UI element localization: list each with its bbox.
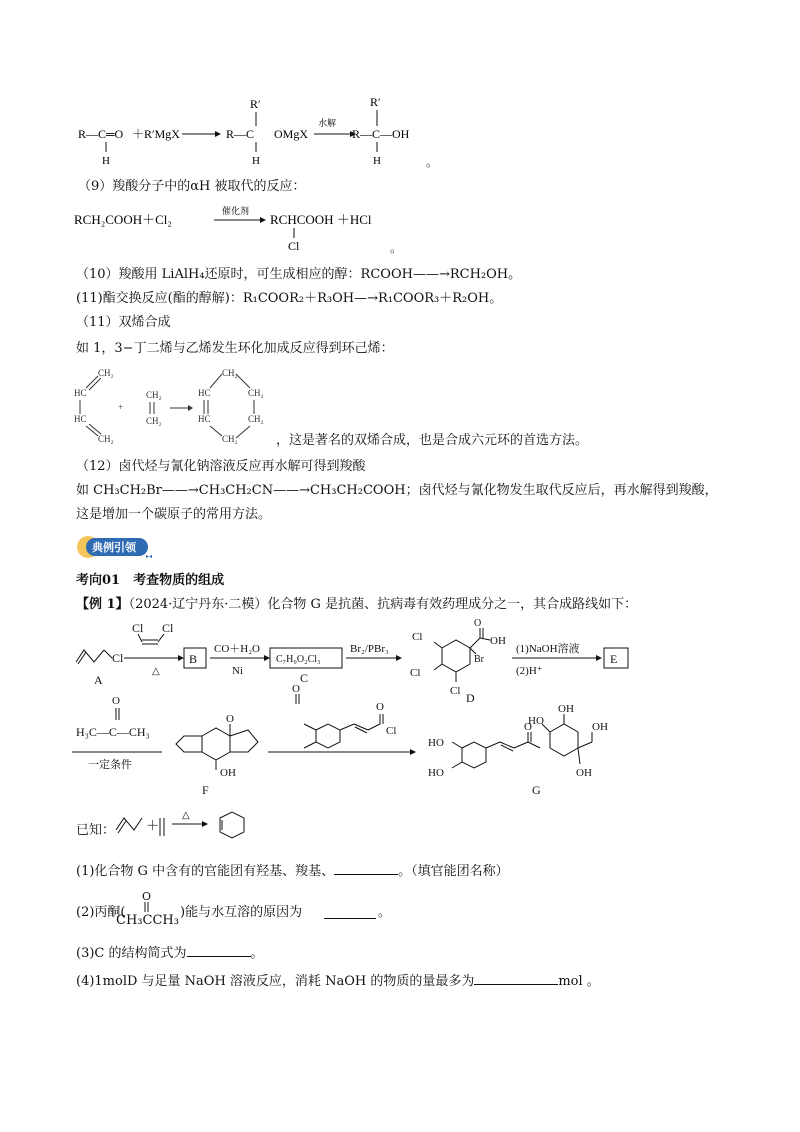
g-ho1: HO — [428, 737, 444, 749]
acetone-formula: H₃C—C—CH₃ — [76, 725, 150, 739]
synthesis-route-row2 — [72, 683, 692, 802]
diene-tail: ，这是著名的双烯合成，也是合成六元环的首选方法。 — [276, 433, 589, 448]
label-c: C — [300, 671, 309, 685]
item9-reaction — [72, 200, 412, 260]
co-h2o: CO＋H₂O — [214, 643, 261, 655]
example-badge — [76, 534, 160, 560]
svg-text:水解: 水解 — [318, 118, 337, 128]
svg-text:CH₂: CH₂ — [146, 416, 162, 426]
item9-cond: 催化剂 — [222, 206, 250, 216]
d-oh: OH — [490, 635, 506, 647]
label-g: G — [532, 783, 541, 797]
svg-text:H: H — [252, 155, 260, 167]
svg-text:═O: ═O — [106, 127, 124, 141]
q2-o: O — [142, 890, 152, 903]
svg-text:CH₂: CH₂ — [248, 388, 264, 398]
q2-text-c: 。 — [378, 905, 392, 920]
badge-label: 典例引领 — [92, 542, 136, 554]
a-cl: Cl — [112, 651, 124, 665]
item11c: 如 1，3−丁二烯与乙烯发生环化加成反应得到环己烯： — [76, 341, 394, 356]
item9-end: 。 — [390, 241, 403, 255]
reagent-cl2: Cl — [162, 621, 174, 635]
svg-text:R—C: R—C — [78, 127, 107, 141]
question-3 — [76, 944, 264, 963]
item9-title: （9）羧酸分子中的αH 被取代的反应： — [78, 179, 306, 194]
svg-text:R—C—OH: R—C—OH — [352, 127, 410, 141]
label-f: F — [202, 783, 209, 797]
delta-1: △ — [152, 666, 160, 677]
d-cl1: Cl — [412, 631, 423, 643]
d-cl3: Cl — [450, 685, 461, 697]
known-label: 已知： — [76, 823, 116, 838]
svg-text:HC: HC — [74, 414, 87, 424]
svg-text:△: △ — [182, 810, 190, 821]
item9-right: RCHCOOH ＋HCl — [270, 212, 372, 227]
svg-text:R′: R′ — [370, 95, 381, 109]
grignard-reaction-scheme — [70, 90, 450, 170]
reagent-o2: O — [376, 701, 384, 713]
g-o: O — [524, 721, 532, 733]
q2-double-bond — [142, 902, 152, 912]
g-ho3: HO — [528, 715, 544, 727]
q3-text-b: 。 — [250, 946, 264, 961]
item11a: (11)酯交换反应(酯的醇解)：R₁COOR₂＋R₃OH—→R₁COOR₃＋R₂OH。 — [76, 291, 503, 306]
example-line — [76, 596, 637, 614]
label-d: D — [466, 691, 475, 705]
d-cl2: Cl — [410, 667, 421, 679]
svg-text:CH₂: CH₂ — [98, 434, 114, 444]
svg-text:HC: HC — [198, 388, 211, 398]
svg-text:＋R′MgX: ＋R′MgX — [132, 127, 180, 141]
f-oh: OH — [220, 767, 236, 779]
acetone-o: O — [112, 695, 120, 707]
section-title: 考向01 考查物质的组成 — [76, 573, 225, 588]
item12: （12）卤代烃与氰化钠溶液反应再水解可得到羧酸 — [76, 459, 366, 474]
cond-f: 一定条件 — [88, 759, 132, 771]
item9-left: RCH₂COOH＋Cl₂ — [74, 212, 172, 227]
q2-text-b: )能与水互溶的原因为 — [180, 905, 303, 920]
svg-text:OMgX: OMgX — [274, 127, 309, 141]
br2-pbr3: Br₂/PBr₃ — [350, 643, 389, 655]
q2-formula: CH₃CCH₃ — [116, 913, 179, 928]
svg-text:CH₂: CH₂ — [222, 434, 238, 444]
item11b: （11）双烯合成 — [76, 315, 171, 330]
svg-text:R′: R′ — [250, 97, 261, 111]
label-b: B — [189, 652, 198, 666]
example-text: （2024·辽宁丹东·二模）化合物 G 是抗菌、抗病毒有效药理成分之一，其合成路线如下： — [128, 597, 638, 612]
svg-text:H: H — [373, 155, 381, 167]
label-e: E — [610, 652, 618, 666]
svg-text:＋: ＋ — [146, 818, 160, 833]
item9-cl: Cl — [288, 239, 300, 253]
question-1 — [76, 862, 509, 881]
question-4 — [76, 972, 600, 991]
svg-text:+: + — [118, 402, 124, 412]
q4-text-b: mol 。 — [558, 974, 600, 989]
item12c: 这是增加一个碳原子的常用方法。 — [76, 507, 272, 522]
svg-text:CH₂: CH₂ — [248, 414, 264, 424]
ni: Ni — [232, 665, 243, 677]
reagent-o1: O — [292, 683, 300, 695]
g-ho2: HO — [428, 767, 444, 779]
q4-text: (4)1molD 与足量 NaOH 溶液反应，消耗 NaOH 的物质的量最多为 — [76, 974, 475, 989]
reagent-cl: Cl — [386, 725, 397, 737]
item10: （10）羧酸用 LiAlH₄还原时，可生成相应的醇：RCOOH——→RCH₂OH。 — [76, 267, 522, 282]
label-a: A — [94, 673, 103, 687]
question-2 — [76, 890, 496, 934]
svg-text:H: H — [102, 155, 110, 167]
g-oh1: OH — [558, 703, 574, 715]
q4-answer-blank[interactable] — [474, 972, 558, 985]
q1-text-b: 。（填官能团名称） — [398, 864, 509, 879]
diels-alder-scheme — [70, 362, 290, 448]
svg-text:CH₂: CH₂ — [98, 368, 114, 378]
known-reaction — [112, 800, 282, 846]
q2-text-a: (2)丙酮( — [76, 905, 126, 920]
svg-text:CH₂: CH₂ — [146, 390, 162, 400]
g-oh3: OH — [576, 767, 592, 779]
naoh-cond: (1)NaOH溶液 — [516, 643, 580, 655]
q1-text: (1)化合物 G 中含有的官能团有羟基、羧基、 — [76, 864, 335, 879]
svg-text:HC: HC — [74, 388, 87, 398]
h-plus-cond: (2)H⁺ — [516, 665, 543, 677]
svg-text:▸◂: ▸◂ — [146, 554, 153, 560]
d-o: O — [474, 618, 482, 629]
f-o: O — [226, 713, 234, 725]
svg-text:CH₂: CH₂ — [222, 368, 238, 378]
svg-text:HC: HC — [198, 414, 211, 424]
svg-text:R—C: R—C — [226, 127, 255, 141]
reagent-cl1: Cl — [132, 621, 144, 635]
example-label: 【例 1】 — [76, 597, 129, 612]
q3-text: (3)C 的结构简式为 — [76, 946, 187, 961]
q1-answer-blank[interactable] — [334, 862, 398, 875]
q3-answer-blank[interactable] — [187, 944, 251, 957]
d-br: Br — [474, 654, 484, 665]
svg-text:。: 。 — [426, 155, 439, 169]
q2-answer-blank[interactable] — [324, 906, 376, 919]
g-oh2: OH — [592, 721, 608, 733]
item12b: 如 CH₃CH₂Br——→CH₃CH₂CN——→CH₃CH₂COOH；卤代烃与氰化物发生取代反应后，再水解得到羧酸， — [76, 483, 718, 498]
formula-c: C₇H₉O₂Cl₃ — [276, 654, 321, 665]
